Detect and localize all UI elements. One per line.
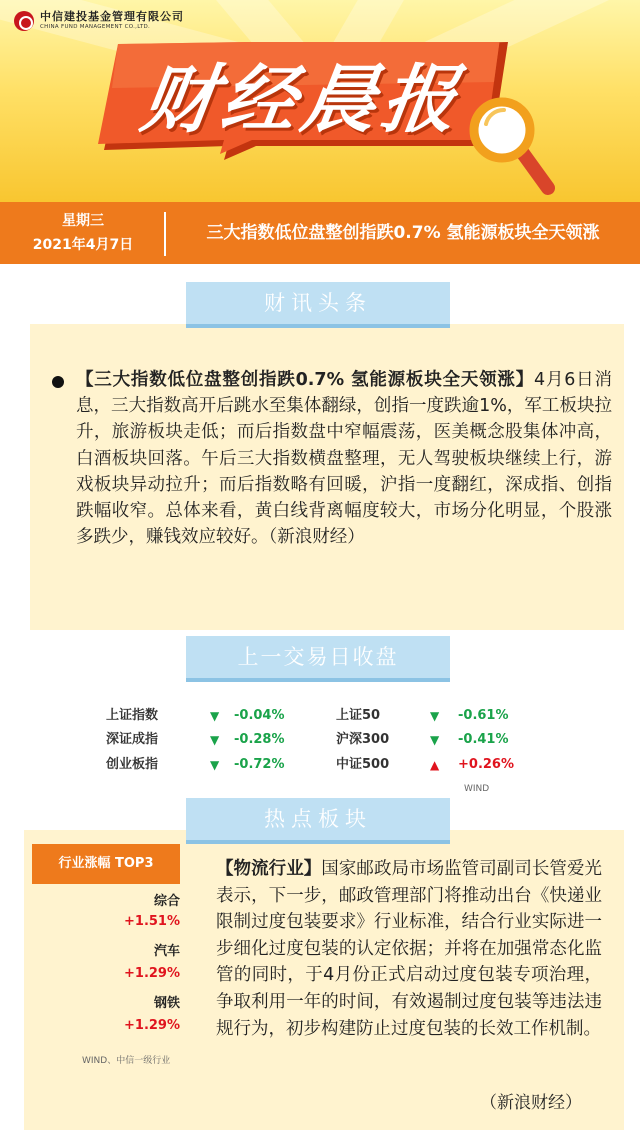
index-change: -0.04% (234, 708, 285, 723)
sector-change: +1.29% (124, 966, 180, 981)
tab-label: 热点板块 (186, 798, 450, 840)
sector-change: +1.51% (124, 914, 180, 929)
news-body: 4月6日消息，三大指数高开后跳水至集体翻绿，创指一度跌逾1%，军工板块拉升，旅游板块走低；而后指数盘中窄幅震荡，医美概念股集体冲高，白酒板块回落。午后三大指数横盘整理，无人驾驶板块继续上行，游戏板块异动拉升；而后指数略有回暖，沪指一度翻红，深成指、创指跌幅收窄。总体来看，黄白线背离幅度较大，市场分化明显，个股涨多跌少，赚钱效应较好。（新浪财经） (76, 370, 612, 548)
divider (164, 212, 166, 256)
top3-header: 行业涨幅 TOP3 (32, 844, 180, 884)
sector-news (216, 856, 602, 1042)
sector-source: （新浪财经） (480, 1093, 582, 1113)
index-change: -0.61% (458, 708, 509, 723)
tab-news-headlines (186, 282, 450, 328)
index-change: -0.28% (234, 732, 285, 747)
logo-name-en: CHINA FUND MANAGEMENT CO.,LTD. (40, 24, 151, 30)
market-table (0, 702, 640, 802)
market-row (0, 753, 640, 777)
index-name: 创业板指 (106, 757, 159, 772)
company-logo (14, 10, 184, 31)
sector-headline: 【物流行业】 (216, 859, 322, 879)
market-row (0, 728, 640, 752)
market-row (0, 704, 640, 728)
sector-change: +1.29% (124, 1018, 180, 1033)
magnifier-icon (468, 96, 558, 196)
market-source: WIND (464, 784, 490, 794)
logo-name-cn: 中信建投基金管理有限公司 (40, 10, 184, 23)
index-change: +0.26% (458, 757, 514, 772)
index-change: -0.41% (458, 732, 509, 747)
headline-title: 三大指数低位盘整创指跌0.7% 氢能源板块全天领涨 (206, 223, 600, 243)
index-name: 深证成指 (106, 732, 159, 747)
sector-name: 综合 (153, 894, 180, 909)
sector-name: 钢铁 (153, 996, 180, 1011)
down-arrow-icon: ▼ (210, 758, 220, 772)
up-arrow-icon: ▲ (430, 758, 440, 772)
down-arrow-icon: ▼ (430, 733, 440, 747)
index-name: 上证50 (336, 708, 381, 723)
headline-bar (0, 202, 640, 264)
news-item (52, 367, 612, 550)
tab-hot-sectors (186, 798, 450, 844)
tab-label: 财讯头条 (186, 282, 450, 324)
tab-market-close (186, 636, 450, 682)
tab-label: 上一交易日收盘 (186, 636, 450, 678)
index-name: 中证500 (336, 757, 390, 772)
down-arrow-icon: ▼ (210, 733, 220, 747)
weekday-label: 星期三 (62, 213, 104, 229)
news-headline: 【三大指数低位盘整创指跌0.7% 氢能源板块全天领涨】 (76, 370, 535, 390)
sector-body: 国家邮政局市场监管司副司长管爱光表示，下一步，邮政管理部门将推动出台《快递业限制过度包装要求》行业标准，结合行业实际进一步细化过度包装的认定依据；并将在加强常态化监管的同时，于4月份正式启动过度包装专项治理，争取利用一年的时间，有效遏制过度包装等违法违规行为，初步构建防止过度包装的长效工作机制。 (216, 859, 603, 1039)
banner-title: 财经晨报 (135, 57, 469, 143)
bullet-icon (52, 376, 64, 388)
index-name: 沪深300 (336, 732, 390, 747)
down-arrow-icon: ▼ (210, 709, 220, 723)
index-name: 上证指数 (106, 708, 159, 723)
date-block (0, 202, 166, 264)
index-change: -0.72% (234, 757, 285, 772)
logo-mark-icon (14, 11, 34, 31)
down-arrow-icon: ▼ (430, 709, 440, 723)
date-label: 2021年4月7日 (32, 237, 134, 253)
banner (0, 0, 640, 202)
top3-source: WIND、中信一级行业 (82, 1056, 171, 1066)
sector-name: 汽车 (153, 944, 180, 959)
